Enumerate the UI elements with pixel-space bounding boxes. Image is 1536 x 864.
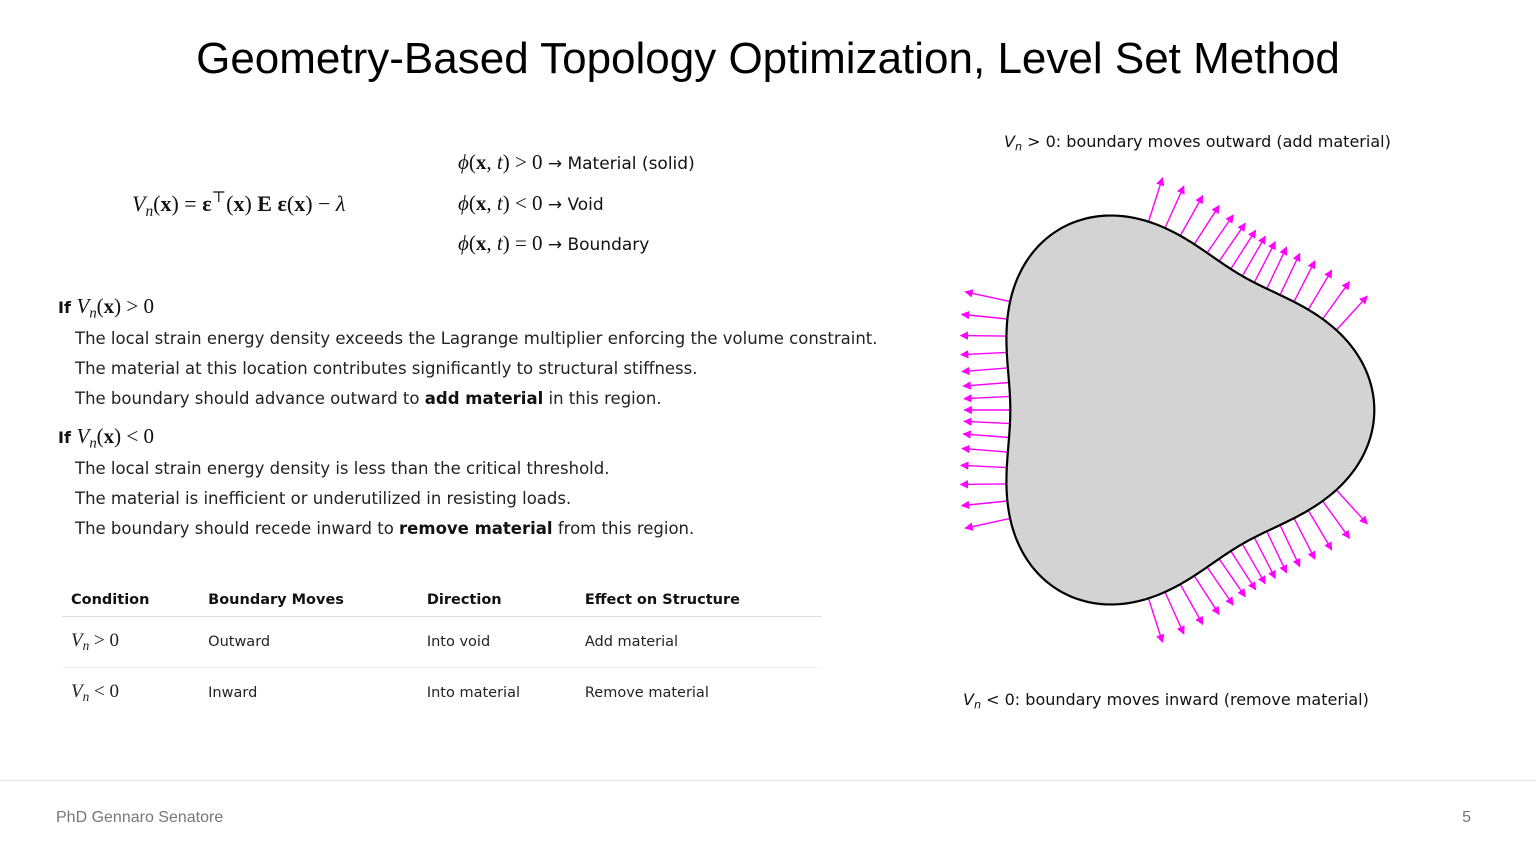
outward-velocity-arrow xyxy=(963,383,1009,387)
table-cell-condition: $V_n > 0$ xyxy=(62,617,199,668)
page-number: 5 xyxy=(1462,809,1471,826)
outward-velocity-arrow xyxy=(1180,196,1203,236)
outward-velocity-arrow xyxy=(1323,282,1350,319)
footer-author: PhD Gennaro Senatore xyxy=(56,809,224,826)
material-region-shape xyxy=(1006,216,1374,605)
table-header: Condition xyxy=(62,582,199,617)
condition-material: ϕ(x, t) > 0 → Material (solid) xyxy=(458,150,695,174)
negative-line-3-before: The boundary should recede inward to xyxy=(75,519,400,538)
negative-line-2: The material is inefficient or underutilized in resisting loads. xyxy=(75,489,572,508)
outward-velocity-arrow xyxy=(965,518,1010,528)
outward-velocity-arrow xyxy=(1294,261,1315,302)
outward-velocity-arrow xyxy=(1308,270,1331,310)
condition-void: ϕ(x, t) < 0 → Void xyxy=(458,191,604,215)
outward-velocity-arrow xyxy=(1280,525,1300,567)
outward-velocity-arrow xyxy=(962,501,1008,506)
outward-velocity-arrow xyxy=(964,421,1010,423)
outward-velocity-arrow xyxy=(961,465,1007,467)
table-cell: Into void xyxy=(418,617,576,668)
outward-velocity-arrow xyxy=(962,314,1008,319)
outward-velocity-arrow xyxy=(1280,253,1300,295)
outward-velocity-arrow xyxy=(1336,296,1367,330)
diagram-bottom-caption: $V_n < 0$: boundary moves inward (remove material) xyxy=(963,690,1369,712)
condition-boundary: ϕ(x, t) = 0 → Boundary xyxy=(458,231,650,255)
outward-velocity-arrow xyxy=(1165,186,1184,228)
negative-heading-prefix: If xyxy=(58,428,71,447)
outward-velocity-arrow xyxy=(1231,230,1256,269)
level-set-diagram xyxy=(910,150,1430,670)
positive-line-3-before: The boundary should advance outward to xyxy=(75,389,425,408)
table-cell: Into material xyxy=(426,684,520,701)
outward-velocity-arrow xyxy=(1180,584,1203,624)
table-header-row xyxy=(62,582,822,617)
table-cell-condition: $V_n < 0$ xyxy=(71,680,119,704)
negative-line-3-bold: remove material xyxy=(399,519,553,538)
outward-velocity-arrow xyxy=(1308,510,1331,550)
outward-velocity-arrow xyxy=(1231,551,1256,590)
outward-velocity-arrow xyxy=(965,292,1010,302)
outward-velocity-arrow xyxy=(963,434,1009,438)
table-row xyxy=(62,617,822,668)
top-caption-text: > 0: boundary moves outward (add material) xyxy=(1022,132,1391,151)
table-cell: Remove material xyxy=(584,684,709,701)
negative-line-1: The local strain energy density is less than the critical threshold. xyxy=(75,459,610,478)
condition-void-label: Void xyxy=(567,195,604,215)
outward-velocity-arrow xyxy=(960,484,1006,485)
summary-table xyxy=(62,582,822,718)
outward-velocity-arrow xyxy=(1242,236,1265,276)
outward-velocity-arrow xyxy=(960,336,1006,337)
table-header: Boundary Moves xyxy=(199,582,418,617)
outward-velocity-arrow xyxy=(962,368,1008,372)
table-row xyxy=(62,667,822,717)
positive-case-heading: If $V_n(x) > 0$ xyxy=(58,294,155,322)
outward-velocity-arrow xyxy=(1165,592,1184,634)
outward-velocity-arrow xyxy=(1336,490,1367,524)
positive-line-3-bold: add material xyxy=(424,389,544,408)
slide-title: Geometry-Based Topology Optimization, Level Set Method xyxy=(196,34,1340,83)
positive-line-2: The material at this location contributes significantly to structural stiffness. xyxy=(75,359,698,378)
table-cell: Outward xyxy=(199,617,418,668)
negative-line-3-after: from this region. xyxy=(552,519,695,538)
bottom-caption-text: < 0: boundary moves inward (remove material) xyxy=(981,690,1369,709)
negative-case-heading: If $V_n(x) < 0$ xyxy=(58,424,155,452)
table-header: Effect on Structure xyxy=(576,582,822,617)
outward-velocity-arrow xyxy=(1149,178,1163,222)
outward-velocity-arrow xyxy=(962,448,1008,452)
diagram-top-caption: $V_n > 0$: boundary moves outward (add material) xyxy=(1004,132,1391,154)
condition-boundary-label: Boundary xyxy=(567,235,650,255)
positive-heading-prefix: If xyxy=(58,298,71,317)
table-header: Direction xyxy=(418,582,576,617)
outward-velocity-arrow xyxy=(961,352,1007,354)
condition-material-label: Material (solid) xyxy=(567,154,695,174)
outward-velocity-arrow xyxy=(1242,544,1265,584)
velocity-equation: $V_n(x) = \varepsilon^⊤(x)$ E ε(x) − λ xyxy=(132,189,346,220)
table-cell: Add material xyxy=(576,617,822,668)
outward-velocity-arrow xyxy=(1194,576,1219,615)
positive-line-3 xyxy=(75,389,662,408)
negative-line-3 xyxy=(75,519,694,538)
positive-line-3-after: in this region. xyxy=(543,389,662,408)
outward-velocity-arrow xyxy=(1294,518,1315,559)
positive-line-1: The local strain energy density exceeds the Lagrange multiplier enforcing the volume constraint. xyxy=(75,329,878,348)
outward-velocity-arrow xyxy=(1323,501,1350,538)
outward-velocity-arrow xyxy=(964,396,1010,398)
footer-divider xyxy=(0,780,1536,781)
outward-velocity-arrow xyxy=(1194,206,1219,245)
table-cell: Inward xyxy=(208,684,258,701)
outward-velocity-arrow xyxy=(1149,598,1163,642)
